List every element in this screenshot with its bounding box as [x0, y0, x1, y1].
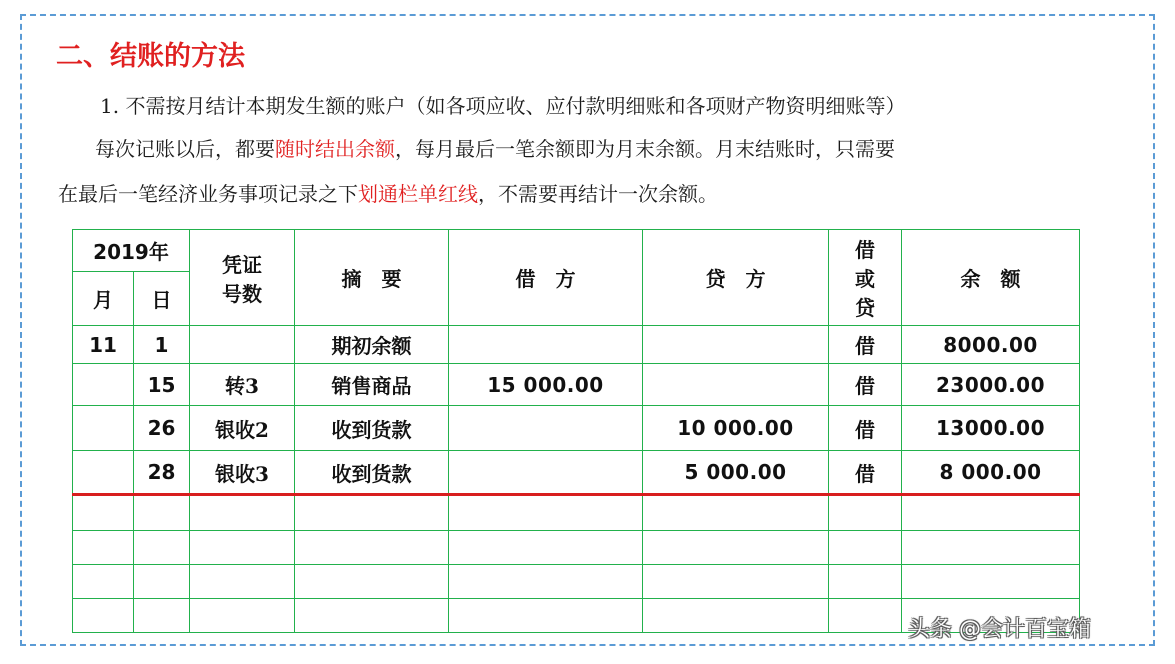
credit-header: 贷 方	[643, 230, 829, 326]
voucher-header-line: 号数	[222, 281, 262, 306]
paragraph-text: ，不需要再结计一次余额。	[478, 182, 718, 206]
empty-row	[73, 531, 1080, 565]
table-row	[73, 326, 1080, 364]
balance-cell: 13000.00	[902, 406, 1080, 451]
summary-header: 摘 要	[295, 230, 449, 326]
paragraph-line-3	[58, 178, 718, 207]
year-header: 2019年	[73, 230, 190, 272]
credit-cell: 5 000.00	[643, 451, 829, 495]
debit-header: 借 方	[449, 230, 643, 326]
dc-cell: 借	[829, 451, 902, 495]
month-cell	[73, 364, 134, 406]
debit-cell	[449, 406, 643, 451]
table-row	[73, 406, 1080, 451]
balance-cell: 8000.00	[902, 326, 1080, 364]
day-cell: 26	[134, 406, 190, 451]
watermark: 头条 @会计百宝箱	[908, 617, 1091, 642]
month-header: 月	[73, 272, 134, 326]
voucher-cell: 银收3	[190, 451, 295, 495]
dc-cell: 借	[829, 364, 902, 406]
debit-or-credit-header	[829, 230, 902, 326]
paragraph-line-1: 1. 不需按月结计本期发生额的账户（如各项应收、应付款明细账和各项财产物资明细账等）	[100, 94, 906, 118]
paragraph-text: 每次记账以后，都要	[95, 137, 275, 161]
month-cell	[73, 406, 134, 451]
ledger-table	[72, 229, 1080, 633]
summary-cell: 收到货款	[295, 451, 449, 495]
dc-cell: 借	[829, 326, 902, 364]
dc-header-line: 贷	[855, 296, 875, 320]
header-row	[73, 230, 1080, 272]
credit-cell: 10 000.00	[643, 406, 829, 451]
debit-cell: 15 000.00	[449, 364, 643, 406]
table-row	[73, 364, 1080, 406]
credit-cell	[643, 326, 829, 364]
voucher-cell: 转3	[190, 364, 295, 406]
table-row	[73, 451, 1080, 495]
credit-cell	[643, 364, 829, 406]
summary-cell: 销售商品	[295, 364, 449, 406]
paragraph-text: ，每月最后一笔余额即为月末余额。月末结账时，只需要	[395, 137, 895, 161]
month-cell: 11	[73, 326, 134, 364]
month-cell	[73, 451, 134, 495]
voucher-header	[190, 230, 295, 326]
paragraph-line-2	[95, 133, 895, 162]
highlight-text: 随时结出余额	[275, 137, 395, 161]
highlight-text: 划通栏单红线	[358, 182, 478, 206]
summary-cell: 期初余额	[295, 326, 449, 364]
balance-header: 余 额	[902, 230, 1080, 326]
dc-header-line: 借	[855, 238, 875, 262]
dc-cell: 借	[829, 406, 902, 451]
dc-header-line: 或	[855, 267, 875, 291]
empty-row	[73, 565, 1080, 599]
balance-cell: 8 000.00	[902, 451, 1080, 495]
empty-row	[73, 495, 1080, 531]
voucher-cell: 银收2	[190, 406, 295, 451]
paragraph-text: 在最后一笔经济业务事项记录之下	[58, 182, 358, 206]
balance-cell: 23000.00	[902, 364, 1080, 406]
debit-cell	[449, 451, 643, 495]
debit-cell	[449, 326, 643, 364]
day-cell: 1	[134, 326, 190, 364]
section-heading: 二、结账的方法	[56, 41, 245, 72]
voucher-cell	[190, 326, 295, 364]
day-header: 日	[134, 272, 190, 326]
day-cell: 15	[134, 364, 190, 406]
day-cell: 28	[134, 451, 190, 495]
summary-cell: 收到货款	[295, 406, 449, 451]
voucher-header-line: 凭证	[222, 252, 262, 277]
